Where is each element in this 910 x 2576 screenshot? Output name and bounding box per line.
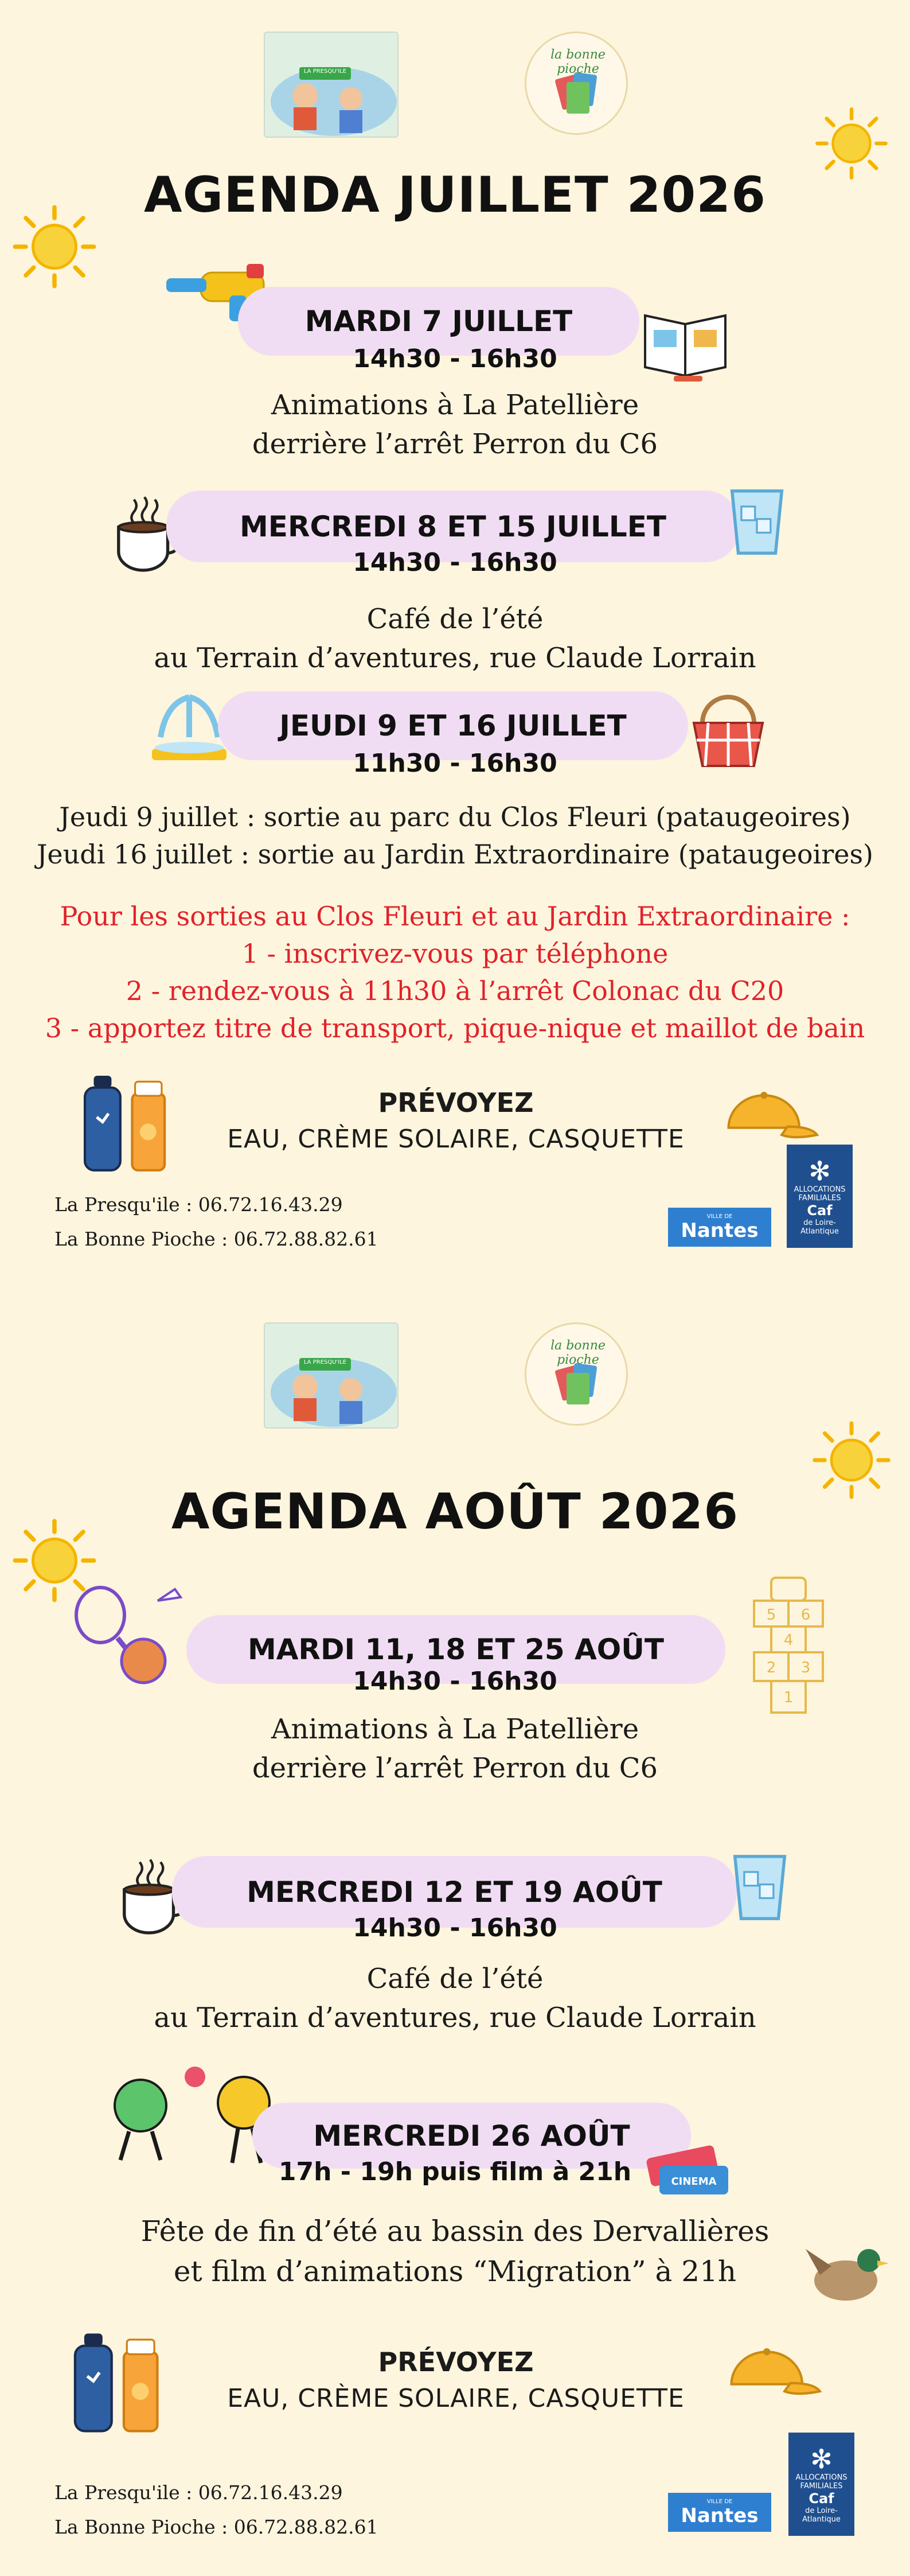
july-title: AGENDA JUILLET 2026 [144,166,766,224]
notice-line: 1 - inscrivez-vous par téléphone [241,938,669,969]
prevoyez-title: PRÉVOYEZ [378,2347,534,2377]
contact-line: La Presqu'ile : 06.72.16.43.29 [54,1193,343,1216]
contact-line: La Presqu'ile : 06.72.16.43.29 [54,2481,343,2504]
event-line2: derrière l’arrêt Perron du C6 [252,1752,658,1784]
cap-icon [717,1081,820,1145]
cap-icon [720,2338,823,2401]
prevoyez-items: EAU, CRÈME SOLAIRE, CASQUETTE [227,2384,685,2413]
caf-logo [787,1145,853,1248]
notice-line: 3 - apportez titre de transport, pique-nique et maillot de bain [45,1013,865,1044]
notice-line: 2 - rendez-vous à 11h30 à l’arrêt Colonac du C20 [126,975,784,1006]
prevoyez-items: EAU, CRÈME SOLAIRE, CASQUETTE [227,1124,685,1154]
caf-logo-star: ✻ [810,2443,833,2474]
event-line1: Animations à La Patellière [271,389,639,421]
presquile-illustration [265,33,399,138]
svg-text:CINEMA: CINEMA [671,2176,717,2188]
svg-text:5: 5 [766,1606,776,1624]
presquile-logo-text: LA PRESQU'ILE [303,1359,347,1365]
event-line2: derrière l’arrêt Perron du C6 [252,428,658,460]
event-line2: et film d’animations “Migration” à 21h [173,2255,737,2288]
event-line1: Jeudi 9 juillet : sortie au parc du Clos Fleuri (pataugeoires) [59,801,851,832]
nantes-logo [668,2493,771,2532]
svg-text:3: 3 [800,1659,811,1676]
nantes-logo [668,1208,771,1247]
nantes-logo-text: Nantes [681,2504,759,2527]
presquile-illustration [265,1324,399,1429]
nantes-logo-small: VILLE DE [706,1213,733,1220]
event-time: 17h - 19h puis film à 21h [278,2157,632,2186]
caf-logo-top: ALLOCATIONS FAMILIALES [794,1185,846,1203]
contact-line: La Bonne Pioche : 06.72.88.82.61 [54,1228,378,1250]
event-time: 14h30 - 16h30 [353,1913,557,1943]
event-day-pill: JEUDI 9 ET 16 JUILLET [218,691,688,760]
caf-logo-bot: de Loire-Atlantique [800,1219,839,1236]
event-day-pill: MARDI 11, 18 ET 25 AOÛT [186,1615,725,1684]
bonne-pioche-text: la bonne pioche [550,48,606,76]
caf-logo-star: ✻ [809,1155,831,1186]
event-time: 14h30 - 16h30 [353,548,557,577]
bonne-pioche-logo [525,1322,628,1426]
event-time: 14h30 - 16h30 [353,344,557,373]
water-bottle-icon [66,2332,163,2435]
contact-line: La Bonne Pioche : 06.72.88.82.61 [54,2516,378,2538]
caf-logo-top: ALLOCATIONS FAMILIALES [795,2473,847,2491]
caf-logo [788,2433,854,2536]
bonne-pioche-text: la bonne pioche [550,1338,606,1367]
caf-logo-bot: de Loire-Atlantique [802,2507,841,2524]
nantes-logo-small: VILLE DE [706,2499,733,2505]
svg-text:1: 1 [783,1689,794,1706]
presquile-logo-text: LA PRESQU'ILE [303,68,347,75]
presquile-logo [264,1322,399,1429]
water-bottle-icon [75,1076,172,1173]
event-line2: au Terrain d’aventures, rue Claude Lorrain [154,642,756,674]
presquile-logo [264,32,399,138]
caf-logo-mid: Caf [809,2491,834,2507]
svg-text:6: 6 [800,1606,811,1624]
event-time: 11h30 - 16h30 [353,749,557,778]
event-line2: au Terrain d’aventures, rue Claude Lorrain [154,2002,756,2034]
hopscotch-icon [740,1575,837,1730]
prevoyez-title: PRÉVOYEZ [378,1087,534,1118]
svg-text:2: 2 [766,1659,776,1676]
event-day-pill: MERCREDI 12 ET 19 AOÛT [172,1856,737,1928]
caf-logo-mid: Caf [807,1203,833,1219]
nantes-logo-text: Nantes [681,1219,759,1242]
event-line2: Jeudi 16 juillet : sortie au Jardin Extraordinaire (pataugeoires) [36,839,874,870]
event-line1: Fête de fin d’été au bassin des Dervallières [140,2215,770,2248]
event-day-pill: MERCREDI 26 AOÛT [252,2103,691,2169]
event-day-pill: MERCREDI 8 ET 15 JUILLET [166,491,740,562]
event-day-pill: MARDI 7 JUILLET [238,287,639,356]
notice-line: Pour les sorties au Clos Fleuri et au Jardin Extraordinaire : [60,901,850,932]
event-line1: Café de l’été [366,1963,544,1995]
duck-icon [803,2235,889,2309]
august-title: AGENDA AOÛT 2026 [171,1483,739,1540]
event-line1: Animations à La Patellière [271,1713,639,1745]
bonne-pioche-logo [525,32,628,135]
svg-text:4: 4 [783,1632,794,1649]
event-line1: Café de l’été [366,603,544,635]
event-time: 14h30 - 16h30 [353,1667,557,1696]
